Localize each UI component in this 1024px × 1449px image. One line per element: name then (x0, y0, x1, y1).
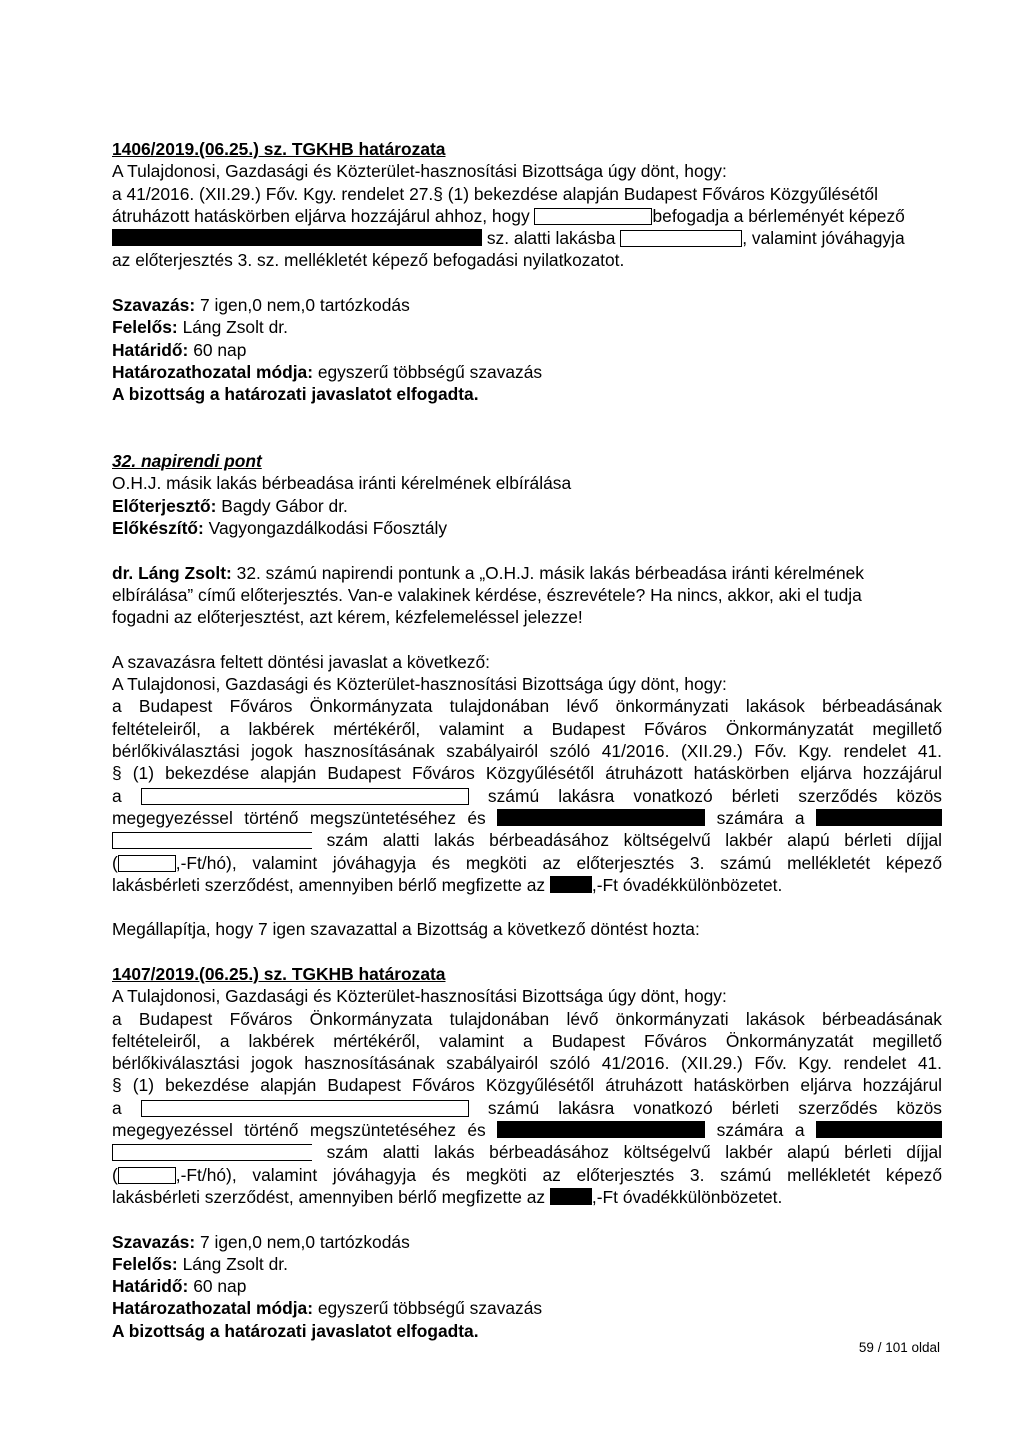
resolution-text: az előterjesztés 3. sz. mellékletét képező befogadási nyilatkozatot. (112, 250, 625, 271)
redaction-box (118, 855, 176, 872)
vote-value: 7 igen,0 nem,0 tartózkodás (199, 1231, 410, 1252)
resolution-text: feltételeiről, a lakbérek mértékéről, valamint a Budapest Főváros Önkormányzatát megillető (112, 1030, 942, 1051)
finding-text: Megállapítja, hogy 7 igen szavazattal a Bizottság a következő döntést hozta: (112, 919, 700, 940)
responsible-value: Láng Zsolt dr. (182, 317, 288, 338)
responsible-line (112, 1253, 942, 1275)
text-fragment: számára a (716, 1120, 805, 1141)
proposal-text: § (1) bekezdése alapján Budapest Főváros Közgyűlésétől átruházott hatáskörben eljárva hozzájárul (112, 763, 942, 784)
vote-line (112, 1231, 942, 1253)
proposal-text (112, 829, 942, 851)
resolution-text (112, 1141, 942, 1163)
text-fragment: átruházott hatáskörben eljárva hozzájárul ahhoz, hogy (112, 205, 530, 226)
text-fragment: sz. alatti lakásba (486, 228, 616, 249)
responsible-label: Felelős: (112, 317, 178, 338)
vote-result: A bizottság a határozati javaslatot elfogadta. (112, 384, 479, 405)
vote-line (112, 294, 942, 316)
redaction-bar (497, 809, 705, 826)
resolution-heading-1407: 1407/2019.(06.25.) sz. TGKHB határozata (112, 963, 446, 984)
decision-method-line (112, 1297, 942, 1319)
proposal-text: a Budapest Főváros Önkormányzata tulajdonában lévő önkormányzati lakások bérbeadásának (112, 696, 942, 717)
resolution-text: A Tulajdonosi, Gazdasági és Közterület-hasznosítási Bizottsága úgy dönt, hogy: (112, 986, 727, 1007)
proposal-text: A Tulajdonosi, Gazdasági és Közterület-hasznosítási Bizottsága úgy dönt, hogy: (112, 674, 727, 695)
page-number: 59 / 101 oldal (858, 1340, 940, 1355)
text-fragment: számú lakásra vonatkozó bérleti szerződés közös (487, 1097, 942, 1118)
presenter-label: Előterjesztő: (112, 495, 217, 516)
deadline-value: 60 nap (193, 1276, 247, 1297)
text-fragment: lakásbérleti szerződést, amennyiben bérlő megfizette az (112, 1186, 546, 1207)
text-fragment: megegyezéssel történő megszüntetéséhez és (112, 1120, 486, 1141)
text-fragment: lakásbérleti szerződést, amennyiben bérlő megfizette az (112, 874, 546, 895)
redaction-box (141, 788, 469, 805)
deadline-label: Határidő: (112, 339, 189, 360)
vote-result: A bizottság a határozati javaslatot elfogadta. (112, 1320, 479, 1341)
preparer-line (112, 517, 942, 539)
proposal-text (112, 785, 942, 807)
resolution-text (112, 227, 942, 249)
deadline-line (112, 1275, 942, 1297)
speech-text: elbírálása” című előterjesztés. Van-e valakinek kérdése, észrevétele? Ha nincs, akkor, aki el tudja (112, 584, 862, 605)
redaction-bar (550, 876, 592, 893)
redaction-bar (112, 229, 482, 246)
responsible-line (112, 316, 942, 338)
redaction-box (620, 230, 742, 247)
redaction-box (112, 832, 312, 849)
speech-text: fogadni az előterjesztést, azt kérem, kézfelemeléssel jelezze! (112, 607, 583, 628)
agenda-subject: O.H.J. másik lakás bérbeadása iránti kérelmének elbírálása (112, 473, 572, 494)
resolution-text (112, 205, 942, 227)
resolution-text (112, 1119, 942, 1141)
speaker-name: dr. Láng Zsolt: (112, 562, 232, 583)
decision-method-value: egyszerű többségű szavazás (317, 361, 543, 382)
text-fragment: számú lakásra vonatkozó bérleti szerződés közös (487, 785, 942, 806)
text-fragment: ,-Ft/hó), valamint jóváhagyja és megköti az előterjesztés 3. számú mellékletét képező (175, 852, 942, 873)
text-fragment: , valamint jóváhagyja (742, 228, 905, 249)
presenter-line (112, 495, 942, 517)
text-fragment: szám alatti lakás bérbeadásához költségelvű lakbér alapú bérleti díjjal (326, 1142, 942, 1163)
decision-method-line (112, 361, 942, 383)
text-fragment: számára a (716, 807, 805, 828)
resolution-text: A Tulajdonosi, Gazdasági és Közterület-hasznosítási Bizottsága úgy dönt, hogy: (112, 161, 727, 182)
vote-value: 7 igen,0 nem,0 tartózkodás (199, 295, 410, 316)
text-fragment: a (112, 1097, 122, 1118)
text-fragment: megegyezéssel történő megszüntetéséhez és (112, 807, 486, 828)
text-fragment: ,-Ft óvadékkülönbözetet. (591, 874, 783, 895)
resolution-text: bérlőkiválasztási jogok hasznosításának szabályairól szóló 41/2016. (XII.29.) Főv. Kgy. rendelet 41. (112, 1053, 942, 1074)
text-fragment: a (112, 785, 122, 806)
redaction-box (141, 1100, 469, 1117)
redaction-box (112, 1144, 312, 1161)
vote-label: Szavazás: (112, 1231, 196, 1252)
redaction-box (118, 1167, 176, 1184)
redaction-bar (816, 1121, 942, 1138)
decision-method-label: Határozathozatal módja: (112, 361, 313, 382)
proposal-intro: A szavazásra feltett döntési javaslat a következő: (112, 651, 490, 672)
presenter-value: Bagdy Gábor dr. (221, 495, 348, 516)
decision-method-label: Határozathozatal módja: (112, 1298, 313, 1319)
speech-line (112, 562, 942, 584)
redaction-bar (816, 809, 942, 826)
responsible-value: Láng Zsolt dr. (182, 1253, 288, 1274)
text-fragment: ,-Ft óvadékkülönbözetet. (591, 1186, 783, 1207)
redaction-bar (550, 1188, 592, 1205)
resolution-text (112, 1097, 942, 1119)
preparer-value: Vagyongazdálkodási Főosztály (208, 518, 448, 539)
resolution-text (112, 1186, 942, 1208)
text-fragment: ( (112, 852, 118, 873)
text-fragment: befogadja a bérleményét képező (652, 205, 905, 226)
agenda-title: 32. napirendi pont (112, 451, 262, 472)
text-fragment: ( (112, 1164, 118, 1185)
redaction-bar (497, 1121, 705, 1138)
deadline-value: 60 nap (193, 339, 247, 360)
preparer-label: Előkészítő: (112, 518, 204, 539)
deadline-line (112, 339, 942, 361)
text-fragment: szám alatti lakás bérbeadásához költségelvű lakbér alapú bérleti díjjal (326, 830, 942, 851)
deadline-label: Határidő: (112, 1276, 189, 1297)
redaction-box (534, 208, 652, 225)
proposal-text: bérlőkiválasztási jogok hasznosításának szabályairól szóló 41/2016. (XII.29.) Főv. Kgy. rendelet 41. (112, 741, 942, 762)
resolution-text: a 41/2016. (XII.29.) Főv. Kgy. rendelet 27.§ (1) bekezdése alapján Budapest Főváros Közgyűlésétől (112, 183, 878, 204)
proposal-text (112, 874, 942, 896)
text-fragment: ,-Ft/hó), valamint jóváhagyja és megköti az előterjesztés 3. számú mellékletét képező (175, 1164, 942, 1185)
vote-label: Szavazás: (112, 295, 196, 316)
document-page (112, 138, 942, 1342)
resolution-text (112, 1164, 942, 1186)
resolution-text: § (1) bekezdése alapján Budapest Főváros Közgyűlésétől átruházott hatáskörben eljárva hozzájárul (112, 1075, 942, 1096)
speech-text: 32. számú napirendi pontunk a „O.H.J. másik lakás bérbeadása iránti kérelmének (236, 562, 865, 583)
resolution-text: a Budapest Főváros Önkormányzata tulajdonában lévő önkormányzati lakások bérbeadásának (112, 1008, 942, 1029)
proposal-text (112, 807, 942, 829)
resolution-heading-1406: 1406/2019.(06.25.) sz. TGKHB határozata (112, 139, 446, 159)
responsible-label: Felelős: (112, 1253, 178, 1274)
proposal-text (112, 852, 942, 874)
proposal-text: feltételeiről, a lakbérek mértékéről, valamint a Budapest Főváros Önkormányzatát megillető (112, 718, 942, 739)
decision-method-value: egyszerű többségű szavazás (317, 1298, 543, 1319)
